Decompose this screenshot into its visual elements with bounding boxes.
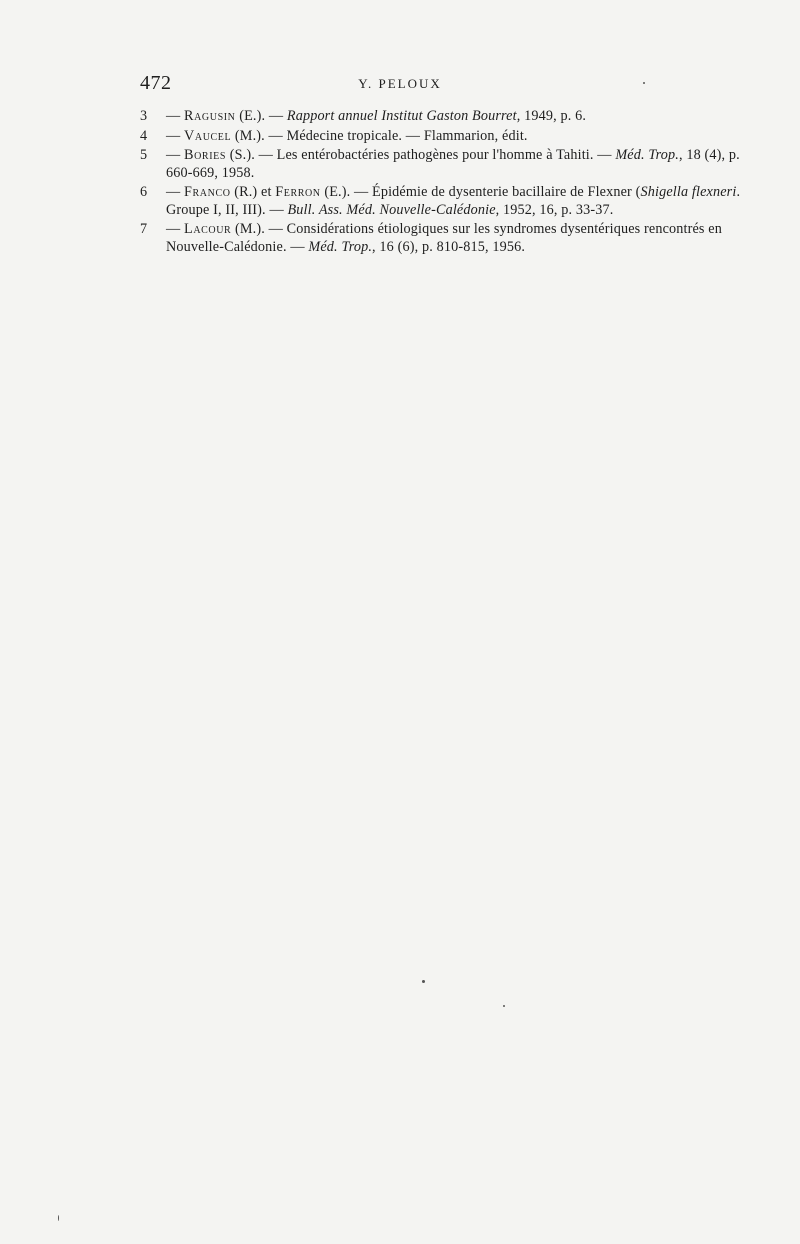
reference-author: Bories xyxy=(184,147,227,163)
reference-dash: — xyxy=(166,127,185,144)
reference-dash: — xyxy=(166,221,185,237)
reference-initials: (R.) et xyxy=(230,184,276,200)
reference-initials: (M.). — xyxy=(231,221,287,237)
reference-number: 3 xyxy=(140,108,148,124)
reference-author: Vaucel xyxy=(184,127,232,144)
reference-text: Médecine tropicale. — Flammarion, édit. xyxy=(286,127,528,144)
reference-list xyxy=(140,108,760,258)
reference-dash: — xyxy=(166,147,185,163)
reference-journal: Méd. Trop. xyxy=(615,147,679,163)
running-head: Y. PELOUX xyxy=(358,76,442,91)
reference-author-2: Ferron xyxy=(275,184,321,200)
reference-text: Épidémie de dysenterie bacillaire de Flexner ( xyxy=(372,184,641,200)
reference-author: Lacour xyxy=(184,221,232,237)
reference-journal: Méd. Trop. xyxy=(308,238,373,255)
reference-number: 7 xyxy=(140,221,148,237)
reference-item xyxy=(140,108,760,126)
reference-dash: — xyxy=(166,108,185,124)
reference-journal: Bull. Ass. Méd. Nouvelle-Calédonie xyxy=(287,201,496,218)
reference-item xyxy=(140,128,760,146)
reference-number: 6 xyxy=(140,184,148,200)
reference-author: Ragusin xyxy=(184,108,236,124)
scan-speck xyxy=(643,82,645,84)
reference-initials: (E.). — xyxy=(235,108,287,124)
reference-initials: (S.). — xyxy=(226,147,277,163)
reference-text: Considérations étiologiques sur les syndromes dysentériques rencontrés en Nouvelle-Calédonie. — xyxy=(166,221,722,255)
reference-author: Franco xyxy=(184,184,231,200)
reference-title: Rapport annuel Institut Gaston Bourret xyxy=(286,108,517,124)
scan-speck xyxy=(58,1215,59,1221)
reference-details: , 1949, p. 6. xyxy=(516,108,587,124)
reference-text-2: . Groupe I, II, III). — xyxy=(166,184,741,218)
reference-dash: — xyxy=(166,184,185,200)
scan-speck xyxy=(422,980,425,983)
reference-details: , 18 (4), p. 660-669, 1958. xyxy=(166,147,740,181)
scan-speck xyxy=(503,1005,505,1007)
page-number: 472 xyxy=(140,72,172,94)
reference-item xyxy=(140,221,760,256)
reference-details: , 16 (6), p. 810-815, 1956. xyxy=(372,238,526,255)
reference-initials: (M.). — xyxy=(231,127,287,144)
reference-number: 5 xyxy=(140,147,148,163)
reference-species: Shigella flexneri xyxy=(640,184,737,200)
reference-number: 4 xyxy=(140,127,148,144)
reference-details: , 1952, 16, p. 33-37. xyxy=(495,201,614,218)
reference-item xyxy=(140,184,760,219)
reference-item xyxy=(140,147,760,182)
reference-text: Les entérobactéries pathogènes pour l'homme à Tahiti. — xyxy=(276,147,616,163)
reference-initials-2: (E.). — xyxy=(320,184,373,200)
